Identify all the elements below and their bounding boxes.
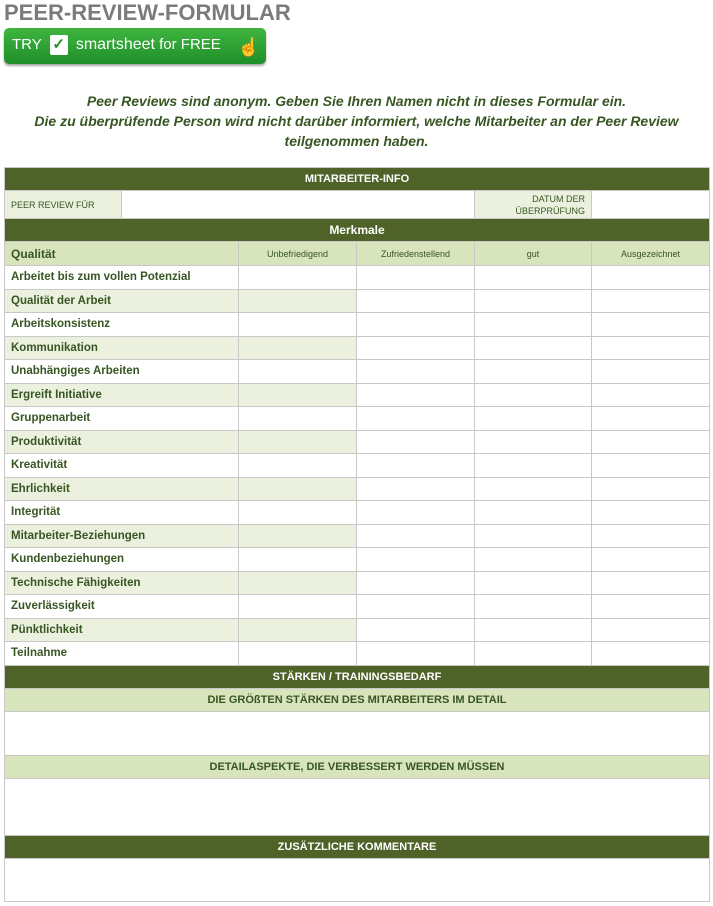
trait-row [5, 383, 710, 407]
trait-row [5, 548, 710, 572]
rating-cell[interactable] [475, 477, 592, 501]
employee-info-header: MITARBEITER-INFO [5, 168, 710, 191]
trait-rows [5, 266, 710, 666]
rating-cell[interactable] [475, 336, 592, 360]
trait-label: Ergreift Initiative [5, 383, 239, 407]
peer-review-form [4, 167, 710, 902]
traits-header: Merkmale [5, 219, 710, 242]
top-strengths-header: DIE GRÖßTEN STÄRKEN DES MITARBEITERS IM DETAIL [5, 688, 710, 711]
rating-cell[interactable] [357, 595, 475, 619]
trait-label: Technische Fähigkeiten [5, 571, 239, 595]
trait-label: Kreativität [5, 454, 239, 478]
trait-label: Ehrlichkeit [5, 477, 239, 501]
rating-cell[interactable] [357, 642, 475, 666]
hand-cursor-icon: ☝ [237, 37, 260, 57]
rating-cell[interactable] [239, 336, 357, 360]
trait-row [5, 266, 710, 290]
trait-label: Pünktlichkeit [5, 618, 239, 642]
rating-cell[interactable] [357, 336, 475, 360]
rating-cell[interactable] [475, 360, 592, 384]
rating-header-excellent: Ausgezeichnet [592, 242, 710, 266]
trait-row [5, 571, 710, 595]
intro-text [20, 91, 693, 151]
improvements-header: DETAILASPEKTE, DIE VERBESSERT WERDEN MÜSSEN [5, 755, 710, 778]
trait-label: Kundenbeziehungen [5, 548, 239, 572]
rating-cell[interactable] [592, 383, 710, 407]
rating-cell[interactable] [239, 642, 357, 666]
rating-cell[interactable] [239, 548, 357, 572]
strengths-header: STÄRKEN / TRAININGSBEDARF [5, 665, 710, 688]
rating-cell[interactable] [475, 313, 592, 337]
rating-cell[interactable] [475, 430, 592, 454]
rating-cell[interactable] [357, 571, 475, 595]
trait-row [5, 501, 710, 525]
improvements-field[interactable] [5, 778, 710, 835]
rating-cell[interactable] [475, 642, 592, 666]
promo-try-label: TRY [12, 36, 42, 53]
trait-label: Teilnahme [5, 642, 239, 666]
rating-header-unsatisfactory: Unbefriedigend [239, 242, 357, 266]
rating-cell[interactable] [357, 383, 475, 407]
rating-cell[interactable] [239, 289, 357, 313]
comments-header: ZUSÄTZLICHE KOMMENTARE [5, 835, 710, 858]
rating-cell[interactable] [475, 454, 592, 478]
trait-row [5, 454, 710, 478]
rating-cell[interactable] [239, 266, 357, 290]
rating-cell[interactable] [592, 477, 710, 501]
rating-cell[interactable] [475, 595, 592, 619]
rating-cell[interactable] [592, 618, 710, 642]
rating-cell[interactable] [357, 524, 475, 548]
rating-cell[interactable] [239, 454, 357, 478]
rating-cell[interactable] [475, 407, 592, 431]
rating-header-satisfactory: Zufriedenstellend [357, 242, 475, 266]
trait-row [5, 595, 710, 619]
rating-header-good: gut [475, 242, 592, 266]
rating-cell[interactable] [592, 360, 710, 384]
trait-row [5, 407, 710, 431]
rating-cell[interactable] [592, 336, 710, 360]
review-date-label-line-2: ÜBERPRÜFUNG [515, 205, 585, 216]
trait-row [5, 477, 710, 501]
rating-cell[interactable] [592, 524, 710, 548]
rating-cell[interactable] [239, 524, 357, 548]
rating-cell[interactable] [239, 501, 357, 525]
rating-cell[interactable] [239, 477, 357, 501]
rating-cell[interactable] [357, 266, 475, 290]
trait-label: Integrität [5, 501, 239, 525]
comments-field[interactable] [5, 858, 710, 901]
trait-row [5, 524, 710, 548]
trait-label: Arbeitskonsistenz [5, 313, 239, 337]
trait-label: Unabhängiges Arbeiten [5, 360, 239, 384]
rating-cell[interactable] [357, 618, 475, 642]
rating-cell[interactable] [592, 454, 710, 478]
rating-cell[interactable] [592, 642, 710, 666]
try-smartsheet-button[interactable] [4, 28, 266, 64]
intro-line-2: Die zu überprüfende Person wird nicht darüber informiert, welche Mitarbeiter an der Peer Review teilgenommen haben. [34, 113, 679, 149]
rating-cell[interactable] [592, 548, 710, 572]
rating-cell[interactable] [239, 407, 357, 431]
intro-line-1: Peer Reviews sind anonym. Geben Sie Ihren Namen nicht in dieses Formular ein. [86, 93, 627, 109]
rating-cell[interactable] [239, 571, 357, 595]
rating-cell[interactable] [357, 407, 475, 431]
rating-cell[interactable] [357, 548, 475, 572]
rating-cell[interactable] [239, 430, 357, 454]
top-strengths-field[interactable] [5, 711, 710, 755]
rating-cell[interactable] [357, 454, 475, 478]
rating-cell[interactable] [475, 501, 592, 525]
trait-row [5, 336, 710, 360]
rating-cell[interactable] [357, 313, 475, 337]
review-date-label [475, 191, 592, 219]
trait-label: Zuverlässigkeit [5, 595, 239, 619]
rating-cell[interactable] [239, 383, 357, 407]
peer-review-for-label: PEER REVIEW FÜR [5, 191, 122, 219]
promo-brand-label: smartsheet [75, 36, 155, 53]
rating-cell[interactable] [475, 618, 592, 642]
rating-cell[interactable] [357, 477, 475, 501]
trait-row [5, 430, 710, 454]
trait-row [5, 618, 710, 642]
review-date-field[interactable] [592, 191, 710, 219]
rating-cell[interactable] [475, 383, 592, 407]
review-date-label-line-1: DATUM DER [532, 193, 585, 204]
trait-label: Qualität der Arbeit [5, 289, 239, 313]
rating-cell[interactable] [592, 571, 710, 595]
rating-cell[interactable] [239, 618, 357, 642]
trait-label: Produktivität [5, 430, 239, 454]
rating-cell[interactable] [239, 360, 357, 384]
rating-cell[interactable] [475, 571, 592, 595]
quality-column-header: Qualität [5, 242, 239, 266]
trait-row [5, 313, 710, 337]
rating-cell[interactable] [592, 407, 710, 431]
trait-row [5, 360, 710, 384]
rating-cell[interactable] [357, 501, 475, 525]
peer-review-for-field[interactable] [122, 191, 475, 219]
rating-cell[interactable] [357, 430, 475, 454]
page-title: PEER-REVIEW-FORMULAR [4, 0, 291, 25]
rating-cell[interactable] [592, 266, 710, 290]
rating-cell[interactable] [239, 595, 357, 619]
rating-cell[interactable] [592, 501, 710, 525]
trait-label: Kommunikation [5, 336, 239, 360]
rating-cell[interactable] [475, 548, 592, 572]
rating-cell[interactable] [475, 289, 592, 313]
checkmark-icon: ✓ [50, 35, 68, 55]
promo-free-label: for FREE [159, 36, 221, 53]
rating-cell[interactable] [592, 289, 710, 313]
rating-cell[interactable] [592, 595, 710, 619]
trait-label: Arbeitet bis zum vollen Potenzial [5, 266, 239, 290]
rating-cell[interactable] [475, 266, 592, 290]
trait-row [5, 642, 710, 666]
rating-cell[interactable] [592, 430, 710, 454]
trait-row [5, 289, 710, 313]
trait-label: Mitarbeiter-Beziehungen [5, 524, 239, 548]
trait-label: Gruppenarbeit [5, 407, 239, 431]
rating-cell[interactable] [592, 313, 710, 337]
rating-cell[interactable] [357, 360, 475, 384]
rating-cell[interactable] [357, 289, 475, 313]
rating-cell[interactable] [475, 524, 592, 548]
rating-cell[interactable] [239, 313, 357, 337]
